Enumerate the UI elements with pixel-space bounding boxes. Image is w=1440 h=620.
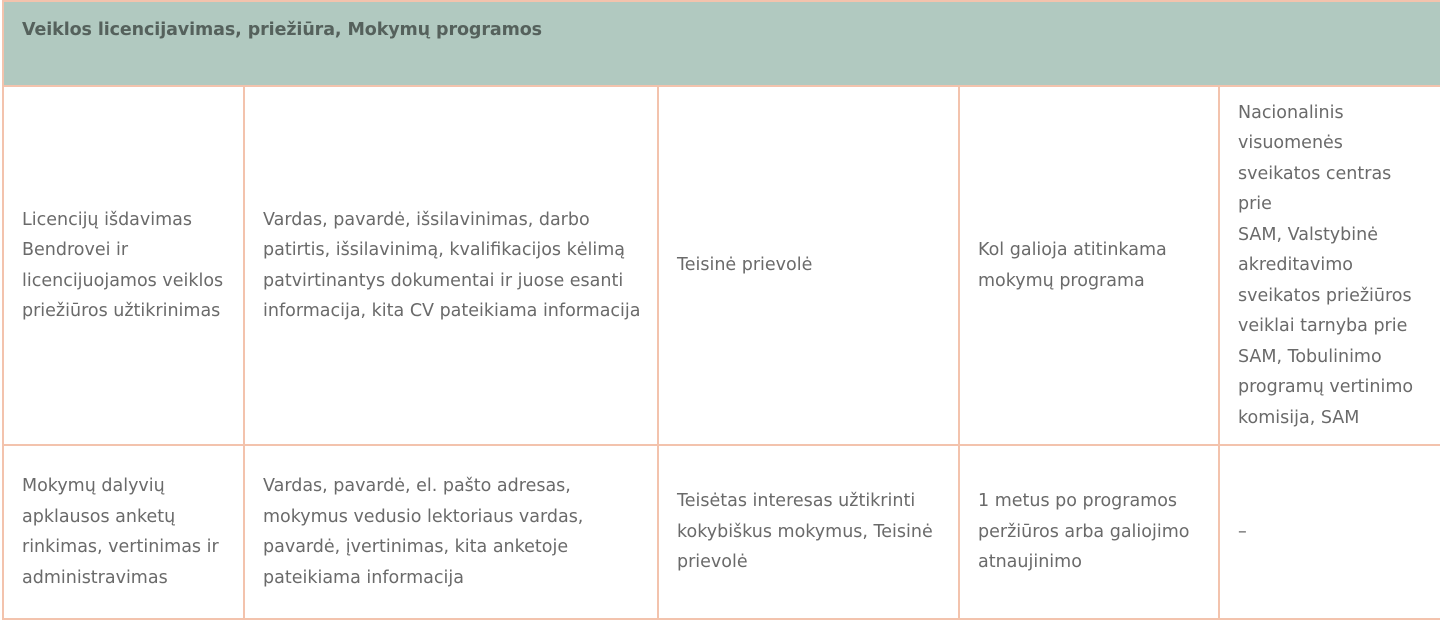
legal-basis-cell: Teisinė prievolė (659, 87, 960, 444)
purpose-cell: Licencijų išdavimas Bendrovei ir licencijuojamos veiklos priežiūros užtikrinimas (4, 87, 245, 444)
table-row (4, 87, 1440, 446)
legal-basis-cell: Teisėtas interesas užtikrinti kokybiškus mokymus, Teisinė prievolė (659, 446, 960, 618)
section-header (4, 2, 1440, 87)
retention-cell: Kol galioja atitinkama mokymų programa (960, 87, 1220, 444)
recipients-cell: Nacionalinis visuomenės sveikatos centras prie SAM, Valstybinė akreditavimo sveikatos priežiūros veiklai tarnyba prie SAM, Tobulinimo programų vertinimo komisija, SAM (1238, 102, 1414, 428)
data-processing-table (2, 0, 1440, 620)
recipients-cell: – (1238, 521, 1247, 542)
section-title: Veiklos licencijavimas, priežiūra, Mokymų programos (22, 20, 542, 40)
table-row (4, 446, 1440, 618)
data-categories-cell: Vardas, pavardė, išsilavinimas, darbo patirtis, išsilavinimą, kvalifikacijos kėlimą patvirtinantys dokumentai ir juose esanti informacija, kita CV pateikiama informacija (245, 87, 659, 444)
retention-cell: 1 metus po programos peržiūros arba galiojimo atnaujinimo (960, 446, 1220, 618)
purpose-cell: Mokymų dalyvių apklausos anketų rinkimas, vertinimas ir administravimas (4, 446, 245, 618)
data-categories-cell: Vardas, pavardė, el. pašto adresas, mokymus vedusio lektoriaus vardas, pavardė, įvertinimas, kita anketoje pateikiama informacija (245, 446, 659, 618)
